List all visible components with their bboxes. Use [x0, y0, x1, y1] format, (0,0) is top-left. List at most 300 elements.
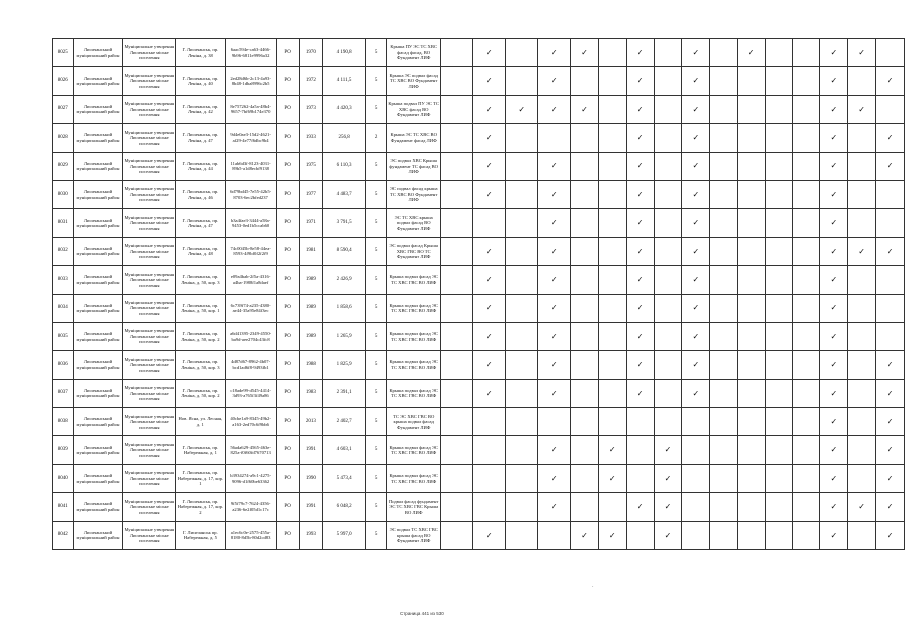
check-mark-icon: ✓	[876, 464, 905, 492]
empty-cell	[598, 209, 626, 237]
empty-cell	[505, 294, 538, 322]
empty-cell	[571, 464, 599, 492]
empty-cell	[441, 266, 473, 294]
empty-cell	[848, 464, 876, 492]
cell-owner: Муніципальне утворення Лисичанське міське поселення	[123, 180, 176, 208]
cell-guid: 74c0045b-8e58-44ea-8593-4f9bf0f2f2f9	[225, 237, 276, 265]
check-mark-icon: ✓	[682, 180, 710, 208]
cell-address: Г. Лисичанськ пр. Набережная, д. 5	[176, 521, 226, 549]
empty-cell	[876, 209, 905, 237]
empty-cell	[737, 237, 765, 265]
empty-cell	[505, 39, 538, 67]
cell-owner: Муніципальне утворення Лисичанське міське поселення	[123, 67, 176, 95]
empty-cell	[598, 152, 626, 180]
cell-count: 5	[366, 152, 387, 180]
empty-cell	[848, 124, 876, 152]
check-mark-icon: ✓	[848, 95, 876, 123]
check-mark-icon: ✓	[626, 493, 654, 521]
cell-count: 5	[366, 39, 387, 67]
cell-guid: 9d4e0ae3-15d2-4621-af29-4e77f6dbc9b4	[225, 124, 276, 152]
empty-cell	[737, 124, 765, 152]
cell-guid: 8e757262-4a5a-48b4-9657-7bf69b174e370	[225, 95, 276, 123]
cell-count: 5	[366, 67, 387, 95]
empty-cell	[737, 95, 765, 123]
check-mark-icon: ✓	[682, 351, 710, 379]
cell-id: 8038	[53, 408, 74, 436]
empty-cell	[848, 408, 876, 436]
cell-works: Крыша ЭС ТС ХВС ВО Фундамент фасад ЛИФ	[387, 124, 441, 152]
empty-cell	[441, 180, 473, 208]
check-mark-icon: ✓	[876, 351, 905, 379]
check-mark-icon: ✓	[654, 521, 682, 549]
empty-cell	[473, 493, 506, 521]
cell-count: 5	[366, 436, 387, 464]
empty-cell	[654, 294, 682, 322]
cell-address: Г. Лисичанськ, пр. Набережная, д. 17, кор. 2	[176, 493, 226, 521]
empty-cell	[876, 39, 905, 67]
cell-district: Лисичанський муніципальний район	[73, 124, 123, 152]
empty-cell	[792, 237, 819, 265]
check-mark-icon: ✓	[820, 237, 848, 265]
empty-cell	[473, 464, 506, 492]
check-mark-icon: ✓	[876, 436, 905, 464]
cell-count: 5	[366, 294, 387, 322]
empty-cell	[682, 493, 710, 521]
empty-cell	[598, 180, 626, 208]
empty-cell	[710, 408, 737, 436]
empty-cell	[626, 408, 654, 436]
empty-cell	[848, 379, 876, 407]
empty-cell	[654, 351, 682, 379]
cell-owner: Муніципальне утворення Лисичанське міське поселення	[123, 408, 176, 436]
check-mark-icon: ✓	[538, 67, 571, 95]
check-mark-icon: ✓	[820, 39, 848, 67]
cell-owner: Муніципальне утворення Лисичанське міське поселення	[123, 124, 176, 152]
cell-district: Лисичанський муніципальний район	[73, 152, 123, 180]
check-mark-icon: ✓	[820, 95, 848, 123]
cell-area: 4 420,3	[322, 95, 365, 123]
empty-cell	[505, 152, 538, 180]
empty-cell	[710, 67, 737, 95]
empty-cell	[505, 180, 538, 208]
empty-cell	[737, 294, 765, 322]
check-mark-icon: ✓	[820, 180, 848, 208]
empty-cell	[710, 322, 737, 350]
empty-cell	[654, 67, 682, 95]
empty-cell	[598, 266, 626, 294]
cell-count: 5	[366, 493, 387, 521]
empty-cell	[876, 322, 905, 350]
check-mark-icon: ✓	[538, 209, 571, 237]
cell-owner: Муніципальне утворення Лисичанське міське поселення	[123, 294, 176, 322]
cell-guid: 6aac594e-ca63-4466-9b96-6811e9996a32	[225, 39, 276, 67]
empty-cell	[737, 322, 765, 350]
empty-cell	[765, 95, 792, 123]
empty-cell	[441, 436, 473, 464]
check-mark-icon: ✓	[654, 464, 682, 492]
cell-owner: Муніципальне утворення Лисичанське міське поселення	[123, 436, 176, 464]
check-mark-icon: ✓	[473, 152, 506, 180]
cell-owner: Муніципальне утворення Лисичанське міське поселення	[123, 493, 176, 521]
cell-owner: Муніципальне утворення Лисичанське міське поселення	[123, 237, 176, 265]
check-mark-icon: ✓	[538, 493, 571, 521]
empty-cell	[538, 521, 571, 549]
empty-cell	[792, 379, 819, 407]
empty-cell	[737, 67, 765, 95]
empty-cell	[571, 294, 599, 322]
check-mark-icon: ✓	[682, 209, 710, 237]
cell-id: 8037	[53, 379, 74, 407]
empty-cell	[538, 124, 571, 152]
table-row	[53, 493, 905, 521]
cell-address: Г. Лисичанськ, пр. Леніна, д. 50, кор. 3	[176, 351, 226, 379]
check-mark-icon: ✓	[876, 493, 905, 521]
check-mark-icon: ✓	[626, 209, 654, 237]
cell-address: Г. Лисичанськ, пр. Набережная, д. 1	[176, 436, 226, 464]
cell-year: 1972	[299, 67, 322, 95]
cell-year: 2013	[299, 408, 322, 436]
empty-cell	[737, 209, 765, 237]
empty-cell	[626, 464, 654, 492]
check-mark-icon: ✓	[820, 408, 848, 436]
cell-address: Г. Лисичанськ, пр. Леніна, д. 48	[176, 237, 226, 265]
cell-works: Подвал фасад фундамент ЭС ТС ХВС ГВС Крыша ВО ЛИФ	[387, 493, 441, 521]
empty-cell	[792, 39, 819, 67]
empty-cell	[710, 180, 737, 208]
check-mark-icon: ✓	[626, 351, 654, 379]
empty-cell	[598, 39, 626, 67]
check-mark-icon: ✓	[876, 521, 905, 549]
cell-owner: Муніципальне утворення Лисичанське міське поселення	[123, 266, 176, 294]
cell-id: 8035	[53, 322, 74, 350]
cell-area: 256,8	[322, 124, 365, 152]
empty-cell	[848, 322, 876, 350]
cell-district: Лисичанський муніципальний район	[73, 322, 123, 350]
cell-owner: Муніципальне утворення Лисичанське міське поселення	[123, 95, 176, 123]
empty-cell	[441, 408, 473, 436]
empty-cell	[737, 464, 765, 492]
empty-cell	[654, 266, 682, 294]
cell-works: Крыша ПУ ЭС ТС ХВС фасад фасад, ВО Фундамент ЛИФ	[387, 39, 441, 67]
check-mark-icon: ✓	[538, 379, 571, 407]
empty-cell	[710, 95, 737, 123]
empty-cell	[505, 521, 538, 549]
empty-cell	[505, 436, 538, 464]
cell-owner: Муніципальне утворення Лисичанське міське поселення	[123, 209, 176, 237]
empty-cell	[876, 266, 905, 294]
check-mark-icon: ✓	[626, 67, 654, 95]
empty-cell	[571, 67, 599, 95]
table-row	[53, 124, 905, 152]
cell-area: 2 402,7	[322, 408, 365, 436]
empty-cell	[765, 152, 792, 180]
empty-cell	[441, 39, 473, 67]
cell-year: 1988	[299, 351, 322, 379]
check-mark-icon: ✓	[626, 180, 654, 208]
check-mark-icon: ✓	[538, 322, 571, 350]
empty-cell	[505, 124, 538, 152]
empty-cell	[848, 152, 876, 180]
cell-works: Крыша ЭС подвал фасад ТС ХВС ВО Фундамент ЛИФ	[387, 67, 441, 95]
cell-works: Крыша подвал фасад ЭС ТС ХВС ГВС ВО ЛИФ	[387, 464, 441, 492]
cell-area: 2 426,9	[322, 266, 365, 294]
check-mark-icon: ✓	[473, 521, 506, 549]
empty-cell	[710, 124, 737, 152]
empty-cell	[654, 39, 682, 67]
cell-count: 5	[366, 266, 387, 294]
empty-cell	[765, 464, 792, 492]
empty-cell	[765, 294, 792, 322]
check-mark-icon: ✓	[654, 493, 682, 521]
cell-area: 6 048,2	[322, 493, 365, 521]
empty-cell	[598, 408, 626, 436]
check-mark-icon: ✓	[598, 436, 626, 464]
cell-works: ЭС подвал ТС ХВС ГВС крыша фасад ВО Фундамент ЛИФ	[387, 521, 441, 549]
empty-cell	[848, 521, 876, 549]
empty-cell	[710, 493, 737, 521]
cell-area: 4 190,8	[322, 39, 365, 67]
table-row	[53, 209, 905, 237]
cell-form: РО	[276, 464, 299, 492]
cell-year: 1993	[299, 521, 322, 549]
cell-address: Нов. Ясна, ул. Лесная, д. 1	[176, 408, 226, 436]
empty-cell	[737, 152, 765, 180]
empty-cell	[710, 464, 737, 492]
table-row	[53, 266, 905, 294]
empty-cell	[792, 124, 819, 152]
table-row	[53, 351, 905, 379]
cell-area: 8 590,4	[322, 237, 365, 265]
empty-cell	[682, 521, 710, 549]
check-mark-icon: ✓	[598, 521, 626, 549]
check-mark-icon: ✓	[626, 237, 654, 265]
table-row	[53, 67, 905, 95]
check-mark-icon: ✓	[626, 39, 654, 67]
check-mark-icon: ✓	[571, 95, 599, 123]
cell-address: Г. Лисичанськ, пр. Леніна, д. 50, кор. 2	[176, 322, 226, 350]
empty-cell	[876, 180, 905, 208]
cell-year: 1990	[299, 464, 322, 492]
empty-cell	[626, 521, 654, 549]
cell-works: ЭС ТС ХВС крыша подвал фасад ВО Фундамент ЛИФ	[387, 209, 441, 237]
empty-cell	[654, 152, 682, 180]
check-mark-icon: ✓	[473, 39, 506, 67]
cell-area: 4 483,7	[322, 180, 365, 208]
empty-cell	[598, 351, 626, 379]
cell-area: 5 997,0	[322, 521, 365, 549]
empty-cell	[765, 322, 792, 350]
empty-cell	[710, 39, 737, 67]
empty-cell	[765, 436, 792, 464]
empty-cell	[682, 464, 710, 492]
table-row	[53, 521, 905, 549]
check-mark-icon: ✓	[538, 351, 571, 379]
empty-cell	[441, 124, 473, 152]
empty-cell	[538, 408, 571, 436]
cell-year: 1973	[299, 95, 322, 123]
table-row	[53, 436, 905, 464]
check-mark-icon: ✓	[682, 322, 710, 350]
cell-count: 5	[366, 464, 387, 492]
empty-cell	[654, 379, 682, 407]
cell-form: РО	[276, 95, 299, 123]
empty-cell	[571, 351, 599, 379]
cell-guid: 9f5f79c7-7624-4356-a236-6e2f05d1c17c	[225, 493, 276, 521]
empty-cell	[792, 180, 819, 208]
empty-cell	[792, 152, 819, 180]
cell-district: Лисичанський муніципальний район	[73, 95, 123, 123]
empty-cell	[710, 294, 737, 322]
empty-cell	[792, 209, 819, 237]
check-mark-icon: ✓	[626, 322, 654, 350]
cell-works: ЭС подвал фасад крыша ТС ХВС ВО Фундамент ЛИФ	[387, 180, 441, 208]
empty-cell	[765, 408, 792, 436]
check-mark-icon: ✓	[538, 294, 571, 322]
cell-works: ТС ЭС ХВС ГВС ВО крыша подвал фасад Фундамент ЛИФ	[387, 408, 441, 436]
check-mark-icon: ✓	[473, 95, 506, 123]
empty-cell	[654, 237, 682, 265]
empty-cell	[765, 39, 792, 67]
empty-cell	[654, 408, 682, 436]
cell-year: 1983	[299, 379, 322, 407]
check-mark-icon: ✓	[820, 493, 848, 521]
empty-cell	[571, 493, 599, 521]
cell-guid: 4d87d67-8962-4b07-bcd1ad6f8-9493fb1	[225, 351, 276, 379]
cell-address: Г. Лисичанськ, пр. Леніна, д. 46	[176, 180, 226, 208]
cell-year: 1989	[299, 322, 322, 350]
cell-district: Лисичанський муніципальний район	[73, 464, 123, 492]
cell-area: 6 110,3	[322, 152, 365, 180]
check-mark-icon: ✓	[848, 493, 876, 521]
cell-count: 5	[366, 209, 387, 237]
empty-cell	[441, 351, 473, 379]
cell-address: Г. Лисичанськ, пр. Набережная, д. 17, кор. 1	[176, 464, 226, 492]
empty-cell	[710, 521, 737, 549]
check-mark-icon: ✓	[820, 209, 848, 237]
empty-cell	[505, 237, 538, 265]
empty-cell	[765, 209, 792, 237]
cell-address: Г. Лисичанськ, пр. Леніна, д. 50, кор. 1	[176, 294, 226, 322]
cell-id: 8032	[53, 237, 74, 265]
cell-form: РО	[276, 152, 299, 180]
table-body	[53, 39, 905, 550]
table-row	[53, 294, 905, 322]
cell-guid: b3934274-a9c1-4275-9096-d1f60be63362	[225, 464, 276, 492]
cell-area: 4 603,1	[322, 436, 365, 464]
empty-cell	[765, 67, 792, 95]
cell-form: РО	[276, 67, 299, 95]
cell-count: 5	[366, 180, 387, 208]
cell-count: 5	[366, 379, 387, 407]
empty-cell	[571, 379, 599, 407]
empty-cell	[765, 266, 792, 294]
empty-cell	[792, 464, 819, 492]
empty-cell	[571, 266, 599, 294]
cell-id: 8036	[53, 351, 74, 379]
table-row	[53, 408, 905, 436]
register-table	[52, 38, 905, 550]
cell-year: 1975	[299, 152, 322, 180]
cell-address: Г. Лисичанськ, пр. Леніна, д. 42	[176, 95, 226, 123]
check-mark-icon: ✓	[538, 436, 571, 464]
cell-id: 8039	[53, 436, 74, 464]
cell-form: РО	[276, 322, 299, 350]
empty-cell	[765, 351, 792, 379]
cell-district: Лисичанський муніципальний район	[73, 408, 123, 436]
empty-cell	[441, 67, 473, 95]
empty-cell	[505, 266, 538, 294]
empty-cell	[710, 266, 737, 294]
cell-area: 1 265,9	[322, 322, 365, 350]
cell-district: Лисичанський муніципальний район	[73, 266, 123, 294]
cell-guid: b3a4fae3-3444-a58a-9453-0ed1b5ccab60	[225, 209, 276, 237]
check-mark-icon: ✓	[626, 152, 654, 180]
table-row	[53, 322, 905, 350]
check-mark-icon: ✓	[473, 124, 506, 152]
check-mark-icon: ✓	[682, 379, 710, 407]
empty-cell	[792, 67, 819, 95]
empty-cell	[710, 237, 737, 265]
check-mark-icon: ✓	[598, 464, 626, 492]
check-mark-icon: ✓	[538, 39, 571, 67]
check-mark-icon: ✓	[876, 237, 905, 265]
cell-year: 1971	[299, 209, 322, 237]
check-mark-icon: ✓	[682, 39, 710, 67]
check-mark-icon: ✓	[682, 124, 710, 152]
check-mark-icon: ✓	[626, 124, 654, 152]
check-mark-icon: ✓	[876, 67, 905, 95]
empty-cell	[710, 209, 737, 237]
cell-form: РО	[276, 408, 299, 436]
empty-cell	[441, 95, 473, 123]
cell-count: 5	[366, 322, 387, 350]
empty-cell	[505, 351, 538, 379]
table-row	[53, 379, 905, 407]
cell-owner: Муніципальне утворення Лисичанське міське поселення	[123, 521, 176, 549]
table-row	[53, 180, 905, 208]
cell-year: 1981	[299, 237, 322, 265]
empty-cell	[505, 209, 538, 237]
empty-cell	[710, 436, 737, 464]
table-row	[53, 95, 905, 123]
empty-cell	[848, 67, 876, 95]
cell-form: РО	[276, 209, 299, 237]
check-mark-icon: ✓	[473, 67, 506, 95]
empty-cell	[571, 436, 599, 464]
check-mark-icon: ✓	[682, 152, 710, 180]
cell-owner: Муніципальне утворення Лисичанське міське поселення	[123, 379, 176, 407]
cell-address: Г. Лисичанськ, пр. Леніна, д. 47	[176, 124, 226, 152]
empty-cell	[598, 67, 626, 95]
cell-works: Крыша подвал фасад ЭС ТС ХВС ГВС ВО ЛИФ	[387, 379, 441, 407]
check-mark-icon: ✓	[538, 152, 571, 180]
empty-cell	[654, 209, 682, 237]
empty-cell	[598, 493, 626, 521]
empty-cell	[571, 209, 599, 237]
cell-district: Лисичанський муніципальний район	[73, 351, 123, 379]
check-mark-icon: ✓	[682, 294, 710, 322]
empty-cell	[571, 237, 599, 265]
cell-address: Г. Лисичанськ, пр. Леніна, д. 50, кор. 3	[176, 266, 226, 294]
cell-district: Лисичанський муніципальний район	[73, 436, 123, 464]
cell-works: Крыша подвал фасад ЭС ТС ХВС ГВС ВО ЛИФ	[387, 351, 441, 379]
check-mark-icon: ✓	[538, 266, 571, 294]
empty-cell	[505, 322, 538, 350]
empty-cell	[598, 95, 626, 123]
cell-count: 5	[366, 237, 387, 265]
empty-cell	[737, 379, 765, 407]
cell-year: 1977	[299, 180, 322, 208]
